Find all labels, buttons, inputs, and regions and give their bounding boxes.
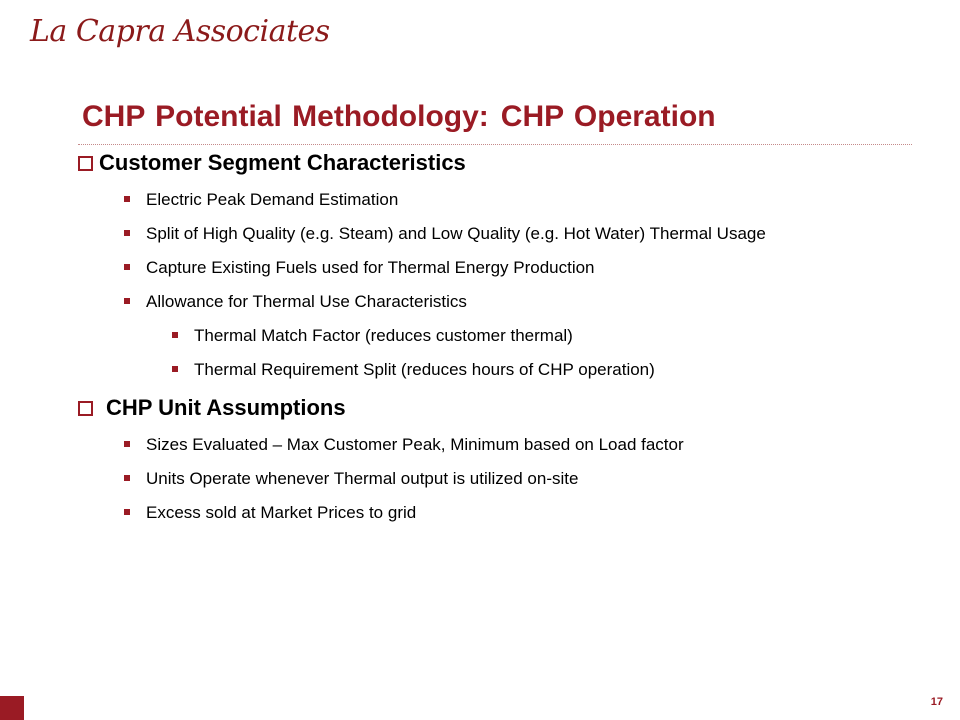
- square-bullet-icon: [124, 196, 130, 202]
- bullet-text: Split of High Quality (e.g. Steam) and Low Quality (e.g. Hot Water) Thermal Usage: [146, 224, 766, 243]
- section-heading: [78, 395, 798, 421]
- sub-bullet-item: [78, 359, 798, 380]
- square-bullet-icon: [124, 475, 130, 481]
- square-bullet-icon: [124, 230, 130, 236]
- bullet-text: Excess sold at Market Prices to grid: [146, 503, 417, 522]
- company-logo: La Capra Associates: [30, 14, 330, 49]
- title-part-2: CHP Operation: [500, 100, 716, 133]
- section-chp-unit: [78, 395, 798, 523]
- bullet-item: [78, 434, 798, 455]
- bullet-item: [78, 502, 798, 523]
- bullet-item: [78, 468, 798, 489]
- section-heading: [78, 150, 798, 176]
- bullet-text: Units Operate whenever Thermal output is utilized on-site: [146, 469, 579, 488]
- checkbox-bullet-icon: [78, 401, 93, 416]
- bullet-text: Sizes Evaluated – Max Customer Peak, Minimum based on Load factor: [146, 435, 684, 454]
- square-bullet-icon: [124, 298, 130, 304]
- square-bullet-icon: [124, 264, 130, 270]
- bullet-text: Thermal Match Factor (reduces customer thermal): [194, 326, 573, 345]
- sub-bullet-item: [78, 325, 798, 346]
- square-bullet-icon: [172, 332, 178, 338]
- bullet-item: [78, 291, 798, 312]
- checkbox-bullet-icon: [78, 156, 93, 171]
- bullet-text: Capture Existing Fuels used for Thermal Energy Production: [146, 258, 595, 277]
- section-heading-text: CHP Unit Assumptions: [106, 395, 346, 420]
- square-bullet-icon: [124, 441, 130, 447]
- slide-content: [78, 146, 798, 523]
- bullet-text: Allowance for Thermal Use Characteristics: [146, 292, 467, 311]
- bullet-item: [78, 223, 798, 244]
- bullet-item: [78, 257, 798, 278]
- bullet-text: Electric Peak Demand Estimation: [146, 190, 399, 209]
- bullet-text: Thermal Requirement Split (reduces hours of CHP operation): [194, 360, 655, 379]
- page-number: 17: [930, 696, 943, 708]
- bullet-item: [78, 189, 798, 210]
- title-divider: [78, 144, 912, 145]
- slide-title: [82, 100, 716, 134]
- corner-accent-block: [0, 696, 24, 720]
- square-bullet-icon: [172, 366, 178, 372]
- section-heading-text: Customer Segment Characteristics: [99, 150, 466, 175]
- square-bullet-icon: [124, 509, 130, 515]
- title-part-1: CHP Potential Methodology:: [82, 100, 489, 133]
- section-customer-segment: [78, 150, 798, 380]
